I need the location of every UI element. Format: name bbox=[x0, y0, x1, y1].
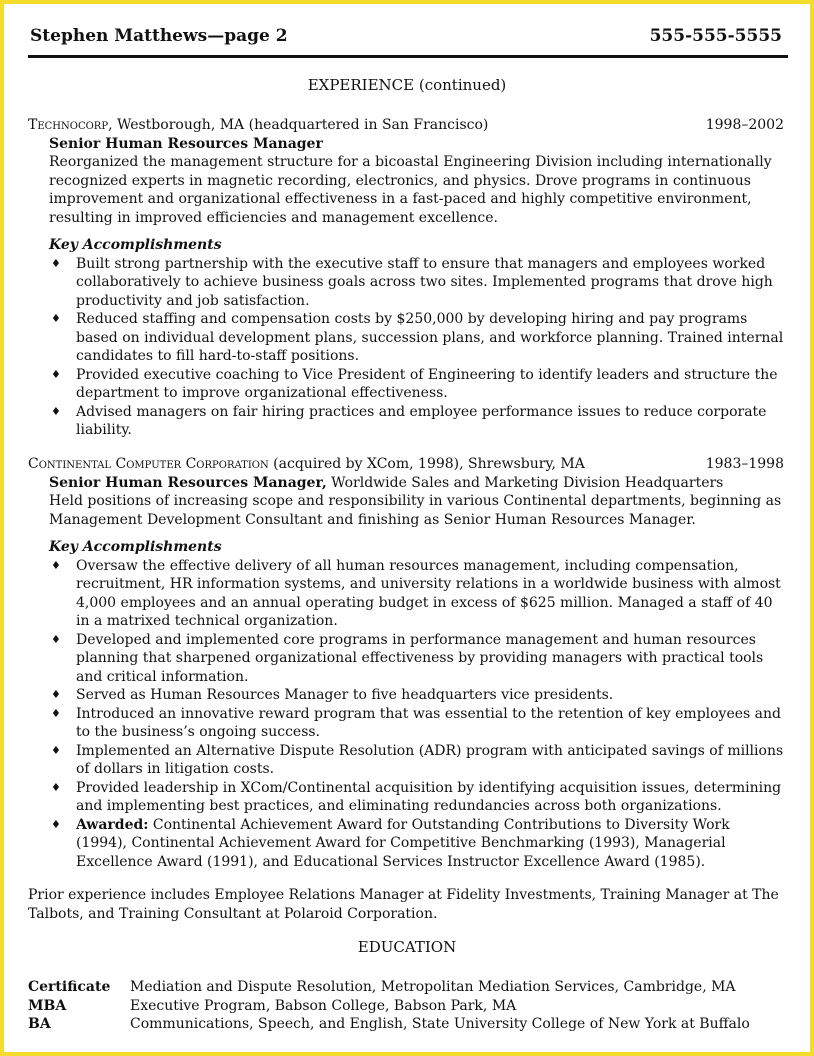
list-item bbox=[51, 557, 784, 631]
list-item bbox=[51, 816, 784, 872]
header-phone: 555-555-5555 bbox=[649, 26, 782, 46]
list-item bbox=[51, 366, 784, 403]
job-title: Senior Human Resources Manager bbox=[49, 135, 323, 152]
key-accomplishments-label: Key Accomplishments bbox=[49, 237, 222, 253]
header-rule bbox=[28, 55, 788, 58]
diamond-bullet-icon: ♦ bbox=[51, 817, 61, 831]
experience-title: EXPERIENCE bbox=[307, 76, 415, 94]
list-item-text: Advised managers on fair hiring practices and employee performance issues to reduce corporate liability. bbox=[76, 403, 767, 438]
list-item bbox=[51, 310, 784, 366]
list-item bbox=[51, 779, 784, 816]
list-item-text: Provided leadership in XCom/Continental acquisition by identifying acquisition issues, determining and implementing best practices, and eliminating redundancies across both organizations. bbox=[76, 779, 782, 814]
list-item-text: Provided executive coaching to Vice President of Engineering to identify leaders and structure the department to improve organizational effectiveness. bbox=[76, 366, 778, 401]
job-description: Reorganized the management structure for a bicoastal Engineering Division including internationally recognized experts in magnetic recording, electronics, and physics. Drove programs in continuous improvement and organizational effectiveness in a fast-paced and highly competitive environment, resulting in improved efficiencies and management excellence. bbox=[49, 154, 772, 226]
education-list bbox=[28, 978, 784, 1034]
job-dates: 1998–2002 bbox=[705, 117, 784, 133]
degree-detail: Mediation and Dispute Resolution, Metropolitan Mediation Services, Cambridge, MA bbox=[130, 979, 736, 995]
list-item-text: Developed and implemented core programs in performance management and human resources planning that sharpened organizational effectiveness by providing managers with practical tools and critical information. bbox=[76, 631, 764, 685]
education-heading: EDUCATION bbox=[357, 938, 457, 956]
accomplishment-list bbox=[51, 557, 784, 872]
list-item-text: Reduced staffing and compensation costs by $250,000 by developing hiring and pay programs based on individual development plans, succession plans, and workforce planning. Trained internal candidates to fill hard-to-staff positions. bbox=[76, 311, 784, 364]
degree-detail: Communications, Speech, and English, State University College of New York at Buffalo bbox=[130, 1016, 750, 1032]
experience-title-suffix: (continued) bbox=[414, 76, 507, 94]
company-line bbox=[28, 455, 784, 474]
degree: BA bbox=[28, 1016, 51, 1032]
diamond-bullet-icon: ♦ bbox=[51, 404, 61, 418]
diamond-bullet-icon: ♦ bbox=[51, 632, 61, 646]
company-location: (acquired by XCom, 1998), Shrewsbury, MA bbox=[268, 456, 585, 472]
diamond-bullet-icon: ♦ bbox=[51, 780, 61, 794]
company-location: Westborough, MA (headquartered in San Francisco) bbox=[112, 117, 489, 133]
diamond-bullet-icon: ♦ bbox=[51, 367, 61, 381]
list-item bbox=[51, 742, 784, 779]
list-item-text: Introduced an innovative reward program that was essential to the retention of key employees and to the business’s ongoing success. bbox=[76, 705, 781, 740]
job-title: Senior Human Resources Manager, bbox=[49, 474, 327, 491]
experience-heading bbox=[4, 76, 810, 94]
job-title-line bbox=[49, 474, 784, 493]
education-row bbox=[28, 1015, 784, 1034]
list-item bbox=[51, 255, 784, 311]
awarded-text: Continental Achievement Award for Outstanding Contributions to Diversity Work (1994), Continental Achievement Award for Competitive Benchmarking (1993), Managerial Excellence Award (1991), and Educational Services Instructor Excellence Award (1985). bbox=[76, 816, 730, 870]
diamond-bullet-icon: ♦ bbox=[51, 312, 61, 325]
diamond-bullet-icon: ♦ bbox=[51, 706, 61, 720]
diamond-bullet-icon: ♦ bbox=[51, 558, 61, 572]
diamond-bullet-icon: ♦ bbox=[51, 688, 61, 701]
list-item bbox=[51, 403, 784, 440]
key-accomplishments-label: Key Accomplishments bbox=[49, 539, 222, 555]
list-item bbox=[51, 705, 784, 742]
degree: MBA bbox=[28, 997, 67, 1014]
company-name: Technocorp, bbox=[28, 117, 113, 133]
degree: Certificate bbox=[28, 979, 111, 995]
diamond-bullet-icon: ♦ bbox=[51, 743, 61, 757]
page-header bbox=[30, 26, 782, 46]
job-continental bbox=[28, 455, 784, 871]
list-item-text: Implemented an Alternative Dispute Resolution (ADR) program with anticipated savings of millions of dollars in litigation costs. bbox=[76, 742, 784, 777]
header-name: Stephen Matthews—page 2 bbox=[30, 26, 288, 46]
company-name: Continental Computer Corporation bbox=[28, 456, 269, 472]
diamond-bullet-icon: ♦ bbox=[51, 256, 61, 270]
job-description: Held positions of increasing scope and responsibility in various Continental departments, beginning as Management Development Consultant and finishing as Senior Human Resources Manager. bbox=[49, 493, 782, 528]
accomplishment-list bbox=[51, 255, 784, 440]
prior-experience: Prior experience includes Employee Relations Manager at Fidelity Investments, Training Manager at The Talbots, and Training Consultant at Polaroid Corporation. bbox=[28, 887, 779, 922]
list-item-text: Oversaw the effective delivery of all human resources management, including compensation, recruitment, HR information systems, and university relations in a worldwide business with almost 4,000 employees and an annual operating budget in excess of $625 million. Managed a staff of 40 in a matrixed technical organization. bbox=[76, 557, 781, 629]
list-item-text: Built strong partnership with the executive staff to ensure that managers and employees worked collaboratively to achieve business goals across two sites. Implemented programs that drove high productivity and job satisfaction. bbox=[76, 255, 773, 309]
job-dates: 1983–1998 bbox=[705, 456, 784, 472]
job-title-extra: Worldwide Sales and Marketing Division Headquarters bbox=[326, 474, 724, 491]
education-row bbox=[28, 997, 784, 1016]
education-row bbox=[28, 978, 784, 997]
job-title-line bbox=[49, 135, 784, 154]
list-item-text: Served as Human Resources Manager to five headquarters vice presidents. bbox=[76, 687, 614, 703]
list-item bbox=[51, 686, 784, 705]
job-technocorp bbox=[28, 116, 784, 440]
awarded-label: Awarded: bbox=[76, 816, 149, 833]
list-item bbox=[51, 631, 784, 687]
degree-detail: Executive Program, Babson College, Babson Park, MA bbox=[130, 997, 517, 1014]
company-line bbox=[28, 116, 784, 135]
